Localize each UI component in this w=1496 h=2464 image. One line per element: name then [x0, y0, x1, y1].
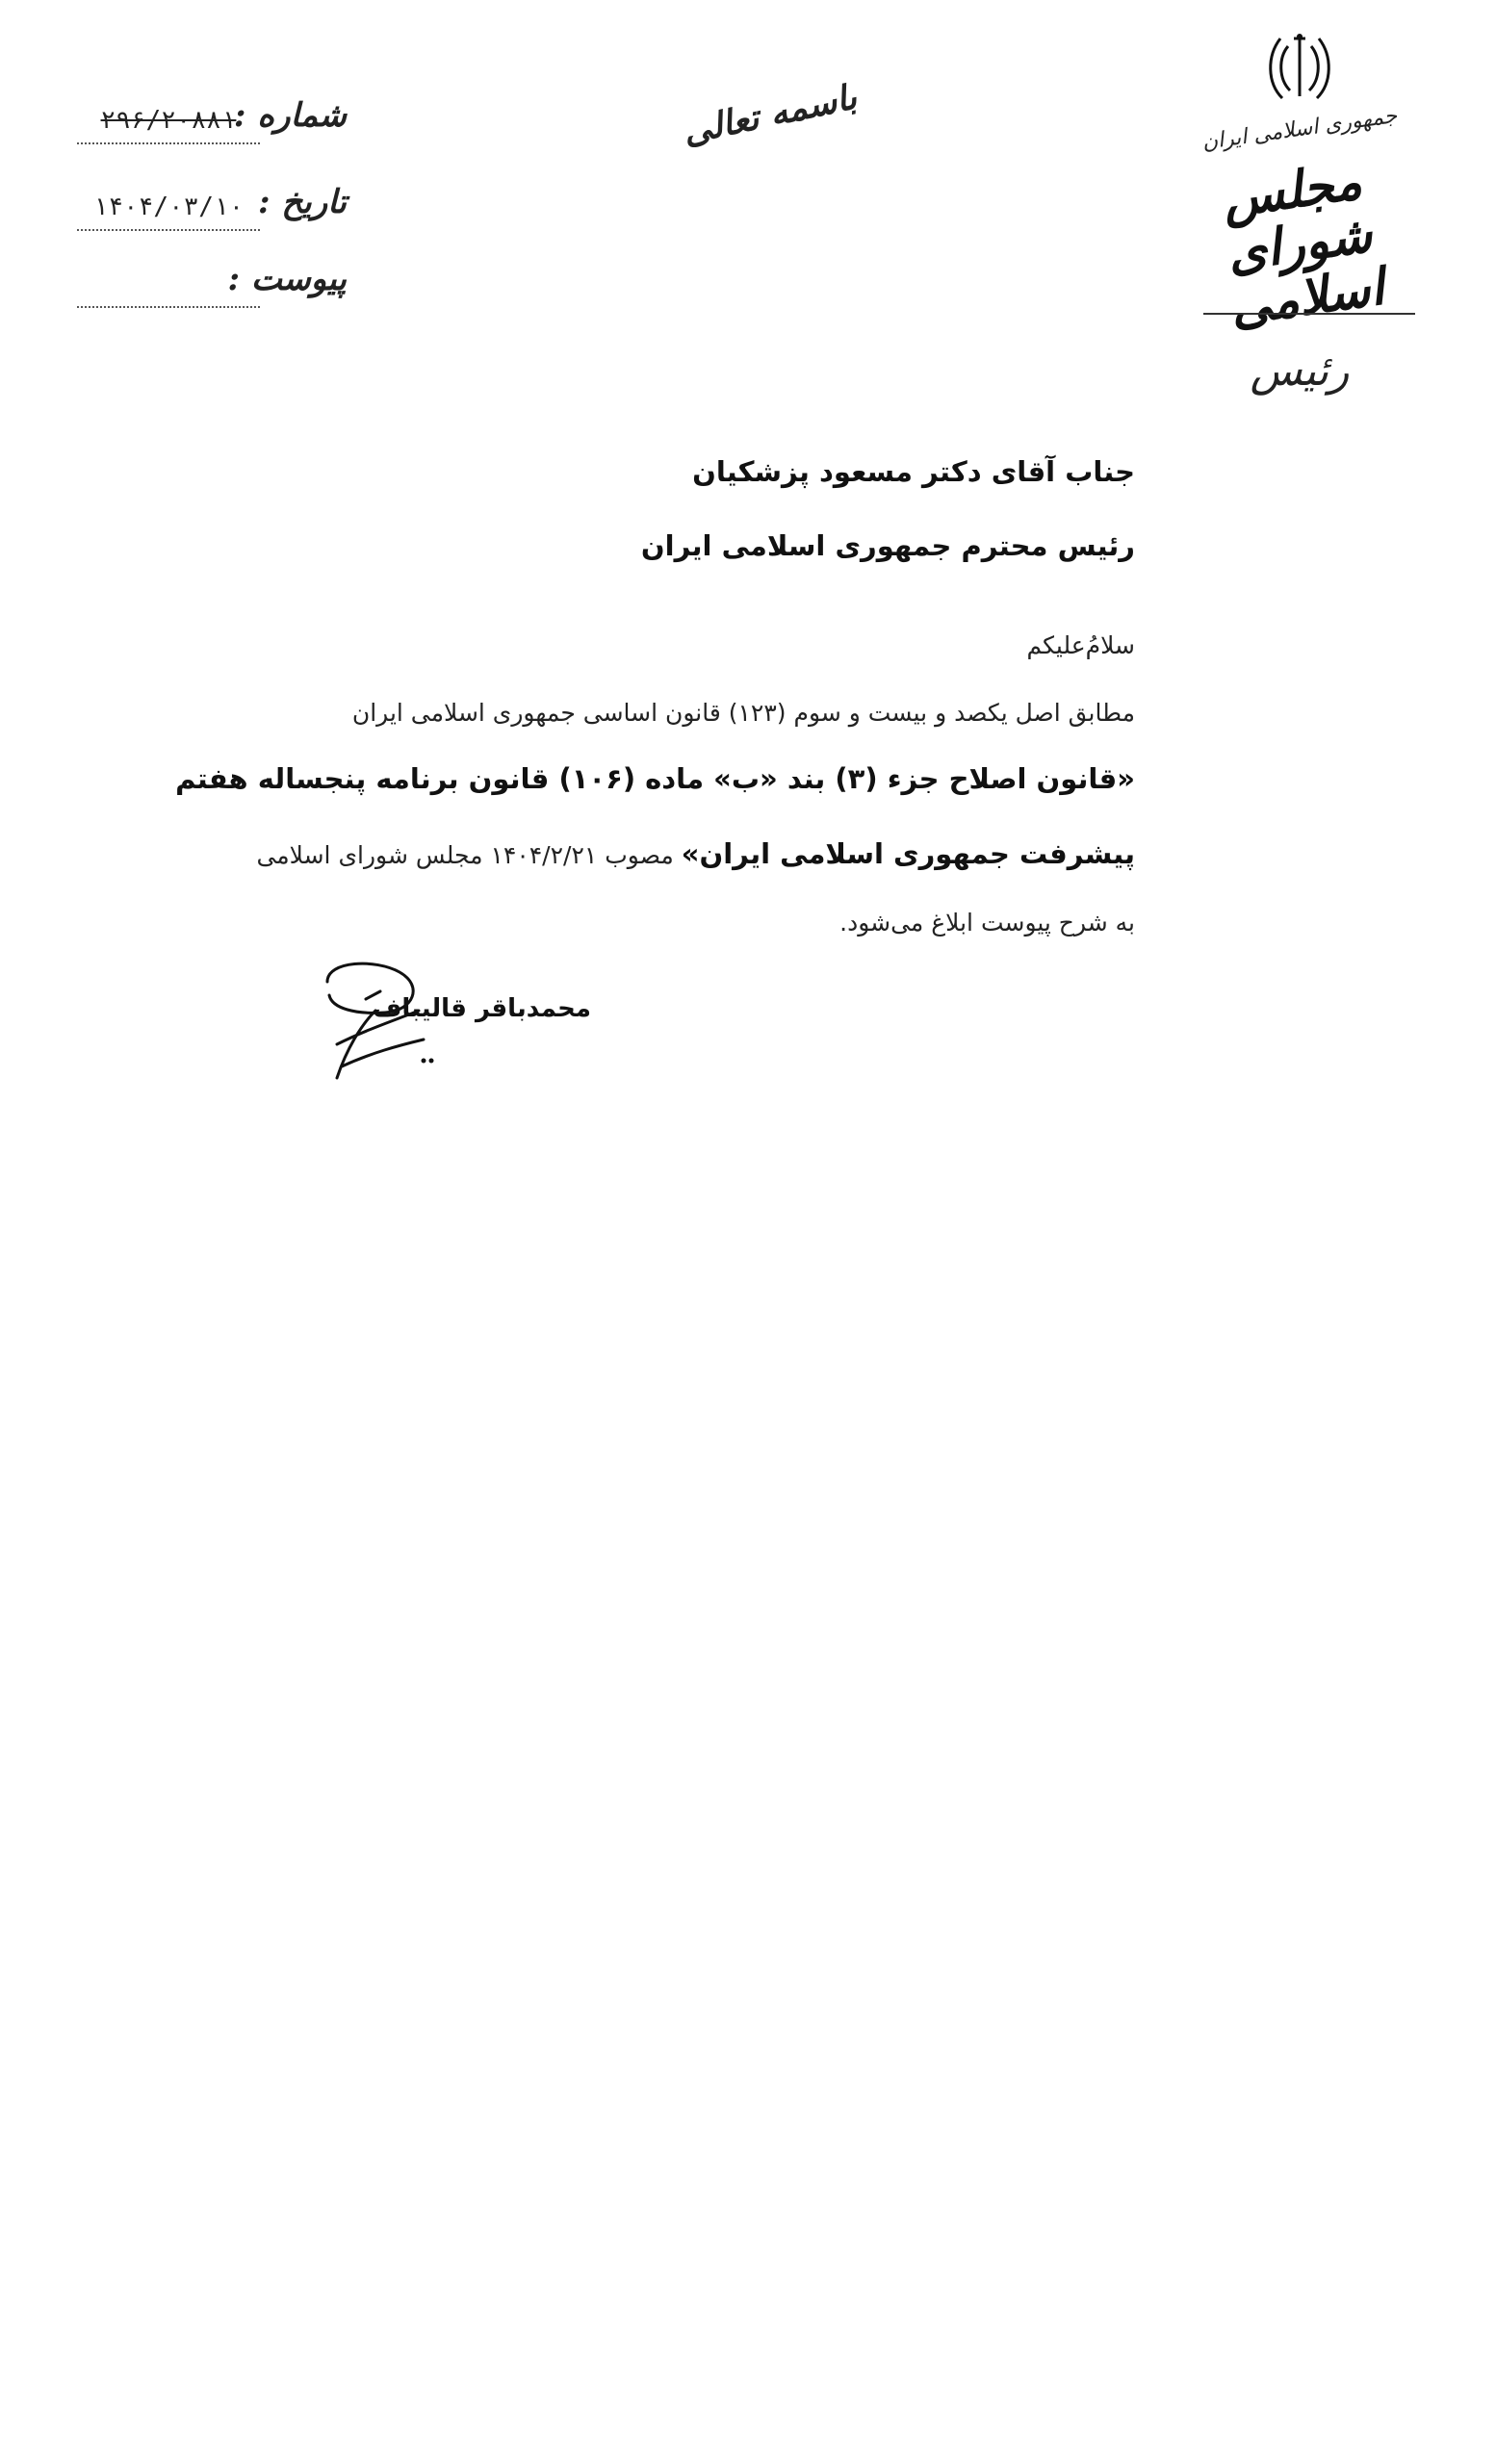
letter-date-value: ۱۴۰۴/۰۳/۱۰ — [92, 192, 245, 221]
emblem-office-text: رئیس — [1250, 346, 1350, 396]
body-line-4: به شرح پیوست ابلاغ می‌شود. — [839, 909, 1135, 937]
letter-number-value: ۲۹۶/۲۰۸۸۱ — [100, 106, 237, 135]
emblem-country-text: جمهوری اسلامی ایران — [1200, 103, 1399, 156]
parliament-emblem — [1184, 29, 1415, 395]
law-title-part-1: «قانون اصلاح جزء (۳) بند «ب» ماده (۱۰۶) قانون برنامه پنجساله هفتم — [175, 762, 1135, 795]
letter-attachment-label: پیوست : — [227, 260, 347, 298]
addressee-title: رئیس محترم جمهوری اسلامی ایران — [640, 529, 1135, 562]
letter-number-line — [77, 106, 260, 144]
emblem-divider — [1203, 313, 1415, 315]
letter-date-line — [77, 192, 260, 231]
addressee-name: جناب آقای دکتر مسعود پزشکیان — [692, 455, 1135, 488]
body-line-3 — [256, 837, 1135, 870]
signer-name: محمدباقر قالیباف — [373, 994, 591, 1023]
letter-attachment-field — [77, 260, 347, 308]
letter-number-label: شماره : — [233, 96, 347, 135]
letter-date-field — [77, 183, 347, 231]
emblem-parliament-text: مجلس شورای اسلامی — [1219, 151, 1388, 338]
iran-emblem-icon — [1261, 29, 1338, 106]
approval-text: مصوب ۱۴۰۴/۲/۲۱ مجلس شورای اسلامی — [256, 841, 682, 869]
letter-number-field — [77, 96, 347, 144]
invocation-text: باسمه تعالی — [680, 76, 861, 153]
handwritten-signature — [308, 953, 452, 1097]
letter-attachment-line — [77, 306, 260, 308]
body-line-2 — [175, 762, 1135, 795]
letter-date-label: تاریخ : — [257, 183, 347, 221]
law-title-part-2: پیشرفت جمهوری اسلامی ایران» — [681, 837, 1135, 870]
body-line-1: مطابق اصل یکصد و بیست و سوم (۱۲۳) قانون اساسی جمهوری اسلامی ایران — [351, 699, 1135, 727]
salutation: سلام‌ُعلیکم — [1026, 631, 1135, 659]
invocation — [674, 67, 866, 173]
